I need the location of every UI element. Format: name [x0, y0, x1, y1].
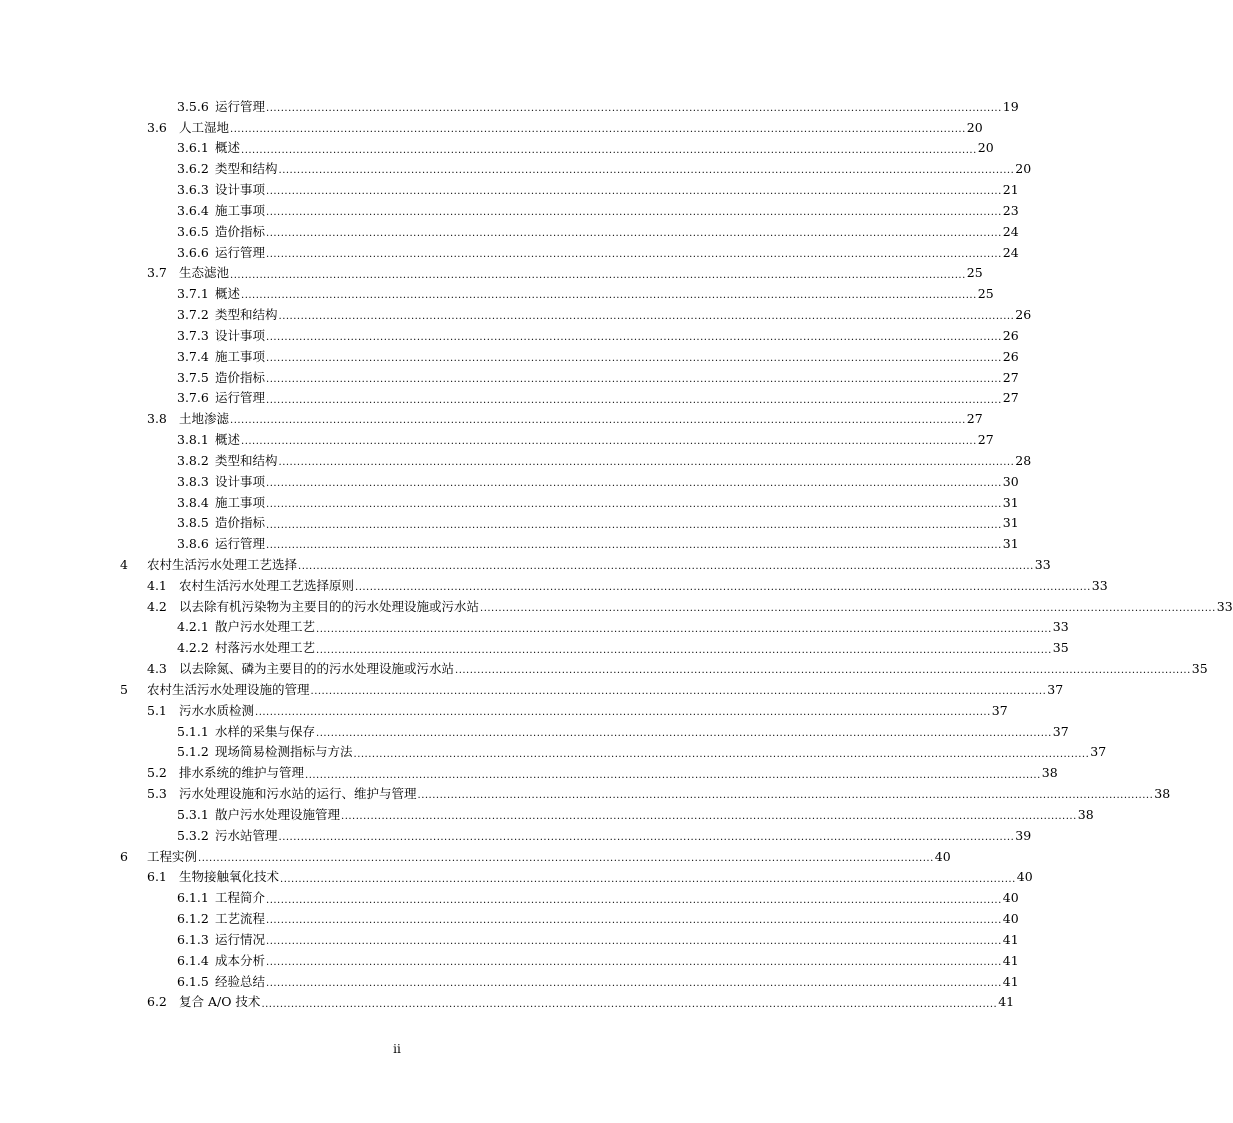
toc-entry[interactable] — [177, 492, 1019, 513]
toc-leader-dots: ........................................................................................................................................................................................................ — [198, 852, 934, 864]
toc-entry-title: 水样的采集与保存 — [215, 723, 316, 739]
toc-entry-title: 农村生活污水处理工艺选择原则 — [179, 577, 355, 593]
toc-entry-page: 37 — [991, 702, 1008, 718]
toc-entry-page: 24 — [1002, 244, 1019, 260]
toc-entry[interactable] — [177, 617, 1069, 638]
toc-entry-number: 6.1.1 — [177, 890, 209, 906]
toc-entry-number: 3.6.5 — [177, 223, 209, 239]
toc-entry-number: 6.1.3 — [177, 931, 209, 947]
toc-leader-dots: ........................................................................................................................................................................................................ — [455, 665, 1191, 677]
toc-leader-dots: ........................................................................................................................................................................................................ — [266, 373, 1002, 385]
toc-entry[interactable] — [147, 263, 983, 284]
toc-leader-dots: ........................................................................................................................................................................................................ — [266, 248, 1002, 260]
toc-leader-dots: ........................................................................................................................................................................................................ — [241, 290, 977, 302]
toc-entry-number: 3.5.6 — [177, 98, 209, 114]
toc-leader-dots: ........................................................................................................................................................................................................ — [280, 873, 1016, 885]
toc-entry-number: 5.3.2 — [177, 827, 209, 843]
toc-entry-page: 41 — [998, 994, 1015, 1010]
toc-entry-number: 3.8.6 — [177, 536, 209, 552]
toc-entry[interactable] — [177, 534, 1019, 555]
toc-leader-dots: ........................................................................................................................................................................................................ — [310, 686, 1047, 698]
toc-entry[interactable] — [177, 826, 1032, 847]
toc-entry-title: 施工事项 — [215, 348, 266, 364]
toc-entry-number: 3.6.4 — [177, 202, 209, 218]
toc-entry[interactable] — [177, 201, 1019, 222]
toc-entry-title: 农村生活污水处理设施的管理 — [147, 681, 310, 697]
toc-entry-page: 26 — [1002, 348, 1019, 364]
toc-entry-number: 5.1.2 — [177, 744, 209, 760]
toc-entry-number: 6.1.2 — [177, 911, 209, 927]
toc-leader-dots: ........................................................................................................................................................................................................ — [316, 644, 1052, 656]
toc-leader-dots: ........................................................................................................................................................................................................ — [266, 540, 1002, 552]
toc-entry-page: 41 — [1002, 973, 1019, 989]
toc-entry[interactable] — [147, 117, 983, 138]
toc-entry-title: 运行管理 — [215, 390, 266, 406]
toc-entry-number: 3.6 — [147, 119, 167, 135]
toc-leader-dots: ........................................................................................................................................................................................................ — [417, 790, 1154, 802]
toc-entry-page: 31 — [1002, 515, 1019, 531]
toc-entry-page: 39 — [1015, 827, 1032, 843]
toc-entry-number: 3.6.1 — [177, 140, 209, 156]
toc-entry-page: 37 — [1047, 681, 1064, 697]
toc-entry-page: 40 — [1002, 890, 1019, 906]
toc-entry-number: 5.3 — [147, 786, 167, 802]
toc-entry-title: 施工事项 — [215, 202, 266, 218]
toc-entry-title: 设计事项 — [215, 182, 266, 198]
toc-entry[interactable] — [147, 659, 1208, 680]
toc-leader-dots: ........................................................................................................................................................................................................ — [353, 748, 1090, 760]
toc-entry-page: 35 — [1052, 640, 1069, 656]
toc-entry-number: 3.7.6 — [177, 390, 209, 406]
toc-entry-page: 40 — [1016, 869, 1033, 885]
toc-leader-dots: ........................................................................................................................................................................................................ — [278, 457, 1015, 469]
toc-entry[interactable] — [177, 451, 1032, 472]
toc-entry-title: 造价指标 — [215, 369, 266, 385]
toc-entry[interactable] — [177, 951, 1019, 972]
toc-entry-title: 生物接触氧化技术 — [179, 869, 280, 885]
toc-entry-title: 造价指标 — [215, 223, 266, 239]
toc-entry[interactable] — [147, 992, 1015, 1013]
toc-entry-number: 5.3.1 — [177, 806, 209, 822]
toc-leader-dots: ........................................................................................................................................................................................................ — [266, 227, 1002, 239]
toc-entry-number: 6 — [120, 848, 128, 864]
toc-entry-title: 经验总结 — [215, 973, 266, 989]
toc-entry-title: 污水处理设施和污水站的运行、维护与管理 — [179, 786, 417, 802]
toc-entry-title: 类型和结构 — [215, 161, 278, 177]
toc-entry-page: 24 — [1002, 223, 1019, 239]
toc-entry-title: 工程实例 — [147, 848, 198, 864]
toc-leader-dots: ........................................................................................................................................................................................................ — [255, 707, 991, 719]
toc-entry-title: 以去除氮、磷为主要目的的污水处理设施或污水站 — [179, 661, 455, 677]
toc-leader-dots: ........................................................................................................................................................................................................ — [266, 977, 1002, 989]
toc-entry-title: 概述 — [215, 140, 241, 156]
toc-entry-page: 38 — [1041, 765, 1058, 781]
toc-entry-number: 4 — [120, 557, 128, 572]
toc-entry[interactable] — [147, 784, 1171, 805]
page-number: ii — [393, 1042, 401, 1056]
toc-entry[interactable] — [177, 742, 1107, 763]
toc-entry-title: 概述 — [215, 432, 241, 448]
toc-entry-number: 5.1.1 — [177, 723, 209, 739]
toc-leader-dots: ........................................................................................................................................................................................................ — [266, 207, 1002, 219]
toc-leader-dots: ........................................................................................................................................................................................................ — [266, 352, 1002, 364]
toc-leader-dots: ........................................................................................................................................................................................................ — [266, 894, 1002, 906]
toc-entry-number: 3.8.5 — [177, 515, 209, 531]
toc-entry-page: 40 — [1002, 911, 1019, 927]
toc-leader-dots: ........................................................................................................................................................................................................ — [341, 811, 1077, 823]
toc-entry-title: 农村生活污水处理工艺选择 — [147, 557, 298, 572]
toc-entry-title: 污水水质检测 — [179, 702, 255, 718]
toc-entry[interactable] — [120, 680, 1064, 701]
toc-entry-title: 类型和结构 — [215, 307, 278, 323]
toc-entry[interactable] — [147, 701, 1008, 722]
toc-entry-number: 3.8.2 — [177, 452, 209, 468]
toc-entry[interactable] — [177, 513, 1019, 534]
toc-leader-dots: ........................................................................................................................................................................................................ — [316, 727, 1052, 739]
toc-entry[interactable] — [147, 867, 1033, 888]
toc-entry-page: 25 — [966, 265, 983, 281]
toc-entry-page: 37 — [1052, 723, 1069, 739]
toc-entry-page: 25 — [977, 286, 994, 302]
toc-entry-page: 27 — [1002, 390, 1019, 406]
toc-entry-page: 27 — [966, 411, 983, 427]
toc-entry-page: 38 — [1077, 806, 1094, 822]
toc-entry-number: 3.7.5 — [177, 369, 209, 385]
toc-entry-page: 20 — [977, 140, 994, 156]
toc-entry-number: 3.8.1 — [177, 432, 209, 448]
toc-entry-title: 设计事项 — [215, 473, 266, 489]
toc-entry-number: 4.2.2 — [177, 640, 209, 656]
toc-entry-page: 31 — [1002, 494, 1019, 510]
toc-entry-number: 4.1 — [147, 577, 167, 593]
toc-entry-page: 26 — [1015, 307, 1032, 323]
toc-entry[interactable] — [177, 909, 1019, 930]
toc-leader-dots: ........................................................................................................................................................................................................ — [266, 519, 1002, 531]
toc-entry-number: 5 — [120, 681, 128, 697]
toc-entry[interactable] — [147, 763, 1058, 784]
toc-leader-dots: ........................................................................................................................................................................................................ — [241, 144, 977, 156]
toc-leader-dots: ........................................................................................................................................................................................................ — [266, 957, 1002, 969]
toc-entry-page: 33 — [1052, 619, 1069, 635]
toc-entry-number: 6.1.5 — [177, 973, 209, 989]
toc-leader-dots: ........................................................................................................................................................................................................ — [266, 477, 1002, 489]
toc-entry-page: 27 — [1002, 369, 1019, 385]
toc-entry-number: 3.7.2 — [177, 307, 209, 323]
toc-entry-number: 6.1.4 — [177, 952, 209, 968]
toc-leader-dots: ........................................................................................................................................................................................................ — [261, 998, 998, 1010]
toc-leader-dots: ........................................................................................................................................................................................................ — [266, 102, 1002, 114]
toc-entry[interactable] — [147, 409, 983, 430]
toc-entry-number: 3.7.1 — [177, 286, 209, 302]
toc-entry[interactable] — [177, 367, 1019, 388]
toc-entry[interactable] — [120, 555, 1051, 576]
toc-leader-dots: ........................................................................................................................................................................................................ — [278, 165, 1015, 177]
toc-entry[interactable] — [177, 97, 1019, 118]
toc-entry-title: 散户污水处理工艺 — [215, 619, 316, 635]
toc-entry-page: 41 — [1002, 952, 1019, 968]
toc-entry[interactable] — [120, 846, 951, 867]
toc-entry[interactable] — [177, 472, 1019, 493]
toc-leader-dots: ........................................................................................................................................................................................................ — [230, 269, 966, 281]
toc-entry-number: 5.2 — [147, 765, 167, 781]
toc-entry-title: 村落污水处理工艺 — [215, 640, 316, 656]
toc-entry-number: 3.7.3 — [177, 327, 209, 343]
toc-leader-dots: ........................................................................................................................................................................................................ — [278, 832, 1015, 844]
toc-entry-page: 30 — [1002, 473, 1019, 489]
toc-entry-number: 3.7 — [147, 265, 167, 281]
toc-entry[interactable] — [177, 430, 994, 451]
toc-leader-dots: ........................................................................................................................................................................................................ — [266, 936, 1002, 948]
toc-entry-page: 33 — [1091, 577, 1108, 593]
toc-entry-page: 38 — [1154, 786, 1171, 802]
toc-entry-number: 6.1 — [147, 869, 167, 885]
toc-entry-title: 成本分析 — [215, 952, 266, 968]
toc-entry[interactable] — [147, 597, 1233, 618]
toc-entry-page: 40 — [934, 848, 951, 864]
toc-entry-page: 28 — [1015, 452, 1032, 468]
toc-entry[interactable] — [177, 388, 1019, 409]
toc-entry[interactable] — [177, 159, 1032, 180]
toc-entry-number: 3.6.3 — [177, 182, 209, 198]
toc-entry-page: 35 — [1191, 661, 1208, 677]
toc-entry-page: 33 — [1034, 557, 1051, 572]
toc-entry[interactable] — [177, 722, 1069, 743]
toc-entry-title: 生态滤池 — [179, 265, 230, 281]
toc-entry-title: 运行情况 — [215, 931, 266, 947]
toc-entry-title: 概述 — [215, 286, 241, 302]
toc-entry[interactable] — [177, 138, 994, 159]
toc-entry-page: 31 — [1002, 536, 1019, 552]
toc-entry[interactable] — [177, 242, 1019, 263]
toc-leader-dots: ........................................................................................................................................................................................................ — [266, 915, 1002, 927]
toc-entry-page: 33 — [1216, 598, 1233, 614]
toc-entry-title: 排水系统的维护与管理 — [179, 765, 305, 781]
toc-entry-number: 6.2 — [147, 994, 167, 1010]
toc-entry-title: 运行管理 — [215, 98, 266, 114]
toc-entry-number: 3.8 — [147, 411, 167, 427]
toc-leader-dots: ........................................................................................................................................................................................................ — [278, 311, 1015, 323]
toc-entry-number: 3.8.3 — [177, 473, 209, 489]
toc-entry-number: 4.3 — [147, 661, 167, 677]
toc-entry-number: 3.8.4 — [177, 494, 209, 510]
toc-leader-dots: ........................................................................................................................................................................................................ — [230, 415, 966, 427]
toc-entry[interactable] — [177, 347, 1019, 368]
toc-entry[interactable] — [177, 888, 1019, 909]
toc-leader-dots: ........................................................................................................................................................................................................ — [316, 623, 1052, 635]
toc-leader-dots: ........................................................................................................................................................................................................ — [298, 561, 1034, 573]
toc-entry-number: 3.6.2 — [177, 161, 209, 177]
toc-entry-title: 污水站管理 — [215, 827, 278, 843]
toc-leader-dots: ........................................................................................................................................................................................................ — [305, 769, 1041, 781]
toc-leader-dots: ........................................................................................................................................................................................................ — [266, 186, 1002, 198]
toc-entry-page: 27 — [977, 432, 994, 448]
toc-entry-title: 运行管理 — [215, 536, 266, 552]
toc-entry-title: 以去除有机污染物为主要目的的污水处理设施或污水站 — [179, 598, 480, 614]
toc-entry-title: 复合 A/O 技术 — [179, 994, 261, 1010]
toc-entry-page: 20 — [1015, 161, 1032, 177]
toc-entry-number: 4.2.1 — [177, 619, 209, 635]
toc-entry-page: 21 — [1002, 182, 1019, 198]
toc-entry-title: 施工事项 — [215, 494, 266, 510]
toc-entry-number: 5.1 — [147, 702, 167, 718]
toc-entry-title: 工艺流程 — [215, 911, 266, 927]
toc-entry-number: 3.6.6 — [177, 244, 209, 260]
toc-leader-dots: ........................................................................................................................................................................................................ — [355, 582, 1091, 594]
toc-entry-title: 运行管理 — [215, 244, 266, 260]
toc-entry-title: 现场简易检测指标与方法 — [215, 744, 353, 760]
toc-entry[interactable] — [177, 971, 1019, 992]
toc-entry[interactable] — [177, 805, 1094, 826]
toc-entry-title: 人工湿地 — [179, 119, 230, 135]
toc-leader-dots: ........................................................................................................................................................................................................ — [241, 436, 977, 448]
toc-entry-title: 类型和结构 — [215, 452, 278, 468]
toc-entry-number: 4.2 — [147, 598, 167, 614]
toc-entry-number: 3.7.4 — [177, 348, 209, 364]
toc-entry-page: 20 — [966, 119, 983, 135]
toc-entry-page: 26 — [1002, 327, 1019, 343]
toc-entry-page: 37 — [1090, 744, 1107, 760]
toc-entry-page: 23 — [1002, 202, 1019, 218]
toc-entry-page: 41 — [1002, 931, 1019, 947]
toc-entry-title: 设计事项 — [215, 327, 266, 343]
toc-entry[interactable] — [177, 326, 1019, 347]
toc-leader-dots: ........................................................................................................................................................................................................ — [230, 123, 966, 135]
toc-leader-dots: ........................................................................................................................................................................................................ — [266, 498, 1002, 510]
toc-leader-dots: ........................................................................................................................................................................................................ — [266, 332, 1002, 344]
toc-leader-dots: ........................................................................................................................................................................................................ — [480, 602, 1216, 614]
toc-entry-title: 工程简介 — [215, 890, 266, 906]
toc-entry-page: 19 — [1002, 98, 1019, 114]
toc-entry[interactable] — [177, 222, 1019, 243]
toc-entry-title: 造价指标 — [215, 515, 266, 531]
toc-entry[interactable] — [177, 638, 1069, 659]
toc-entry[interactable] — [177, 180, 1019, 201]
toc-entry[interactable] — [177, 930, 1019, 951]
toc-entry[interactable] — [147, 576, 1108, 597]
toc-leader-dots: ........................................................................................................................................................................................................ — [266, 394, 1002, 406]
toc-entry-title: 散户污水处理设施管理 — [215, 806, 341, 822]
toc-entry-title: 土地渗滤 — [179, 411, 230, 427]
toc-entry[interactable] — [177, 305, 1032, 326]
toc-entry[interactable] — [177, 284, 994, 305]
